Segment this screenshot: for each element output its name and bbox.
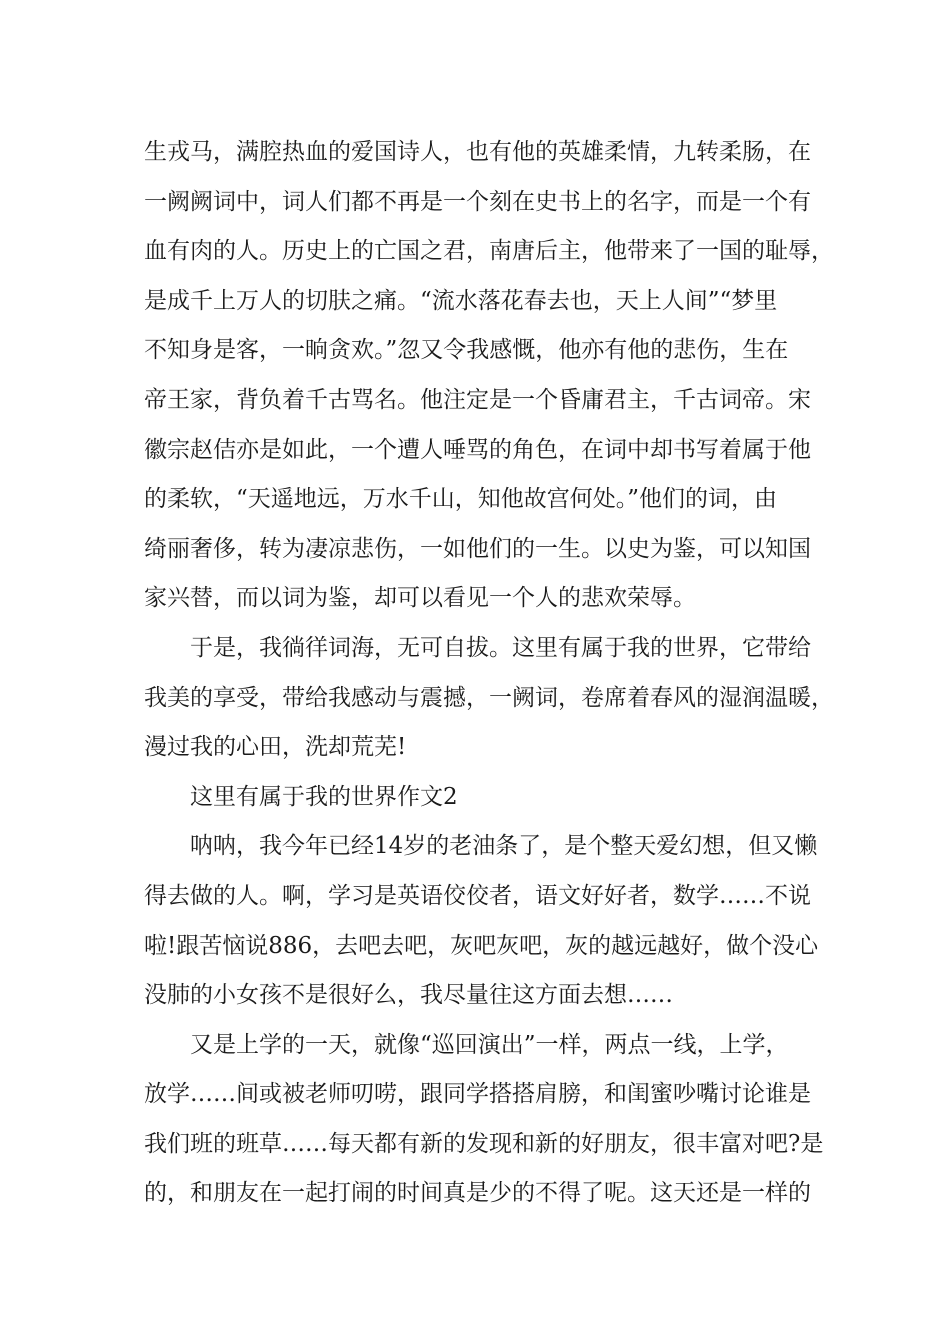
- text-line: 绮丽奢侈，转为凄凉悲伤，一如他们的一生。以史为鉴，可以知国: [144, 535, 811, 562]
- text-line: 血有肉的人。历史上的亡国之君，南唐后主，他带来了一国的耻辱，: [144, 238, 834, 265]
- paragraph-first-line: 又是上学的一天，就像“巡回演出”一样，两点一线，上学，: [190, 1031, 789, 1058]
- paragraph-first-line: 于是，我徜徉词海，无可自拔。这里有属于我的世界，它带给: [190, 634, 811, 661]
- essay-body: [144, 128, 844, 1219]
- text-line: 是成千上万人的切肤之痛。“流水落花春去也，天上人间”“梦里: [144, 287, 778, 314]
- text-line: 没肺的小女孩不是很好么，我尽量往这方面去想……: [144, 982, 673, 1009]
- text-line: 徽宗赵佶亦是如此，一个遭人唾骂的角色，在词中却书写着属于他: [144, 436, 811, 463]
- text-line: 啦!跟苦恼说886，去吧去吧，灰吧灰吧，灰的越远越好，做个没心: [144, 932, 819, 959]
- text-line: 漫过我的心田，洗却荒芜!: [144, 734, 407, 761]
- paragraph-first-line: 呐呐，我今年已经14岁的老油条了，是个整天爱幻想，但又懒: [190, 833, 818, 860]
- text-line: 得去做的人。啊，学习是英语佼佼者，语文好好者，数学……不说: [144, 882, 811, 909]
- text-line: 我美的享受，带给我感动与震撼，一阙词，卷席着春风的湿润温暖，: [144, 684, 834, 711]
- text-line: 的柔软，“天遥地远，万水千山，知他故宫何处。”他们的词，由: [144, 486, 778, 513]
- text-line: 生戎马，满腔热血的爱国诗人，也有他的英雄柔情，九转柔肠，在: [144, 139, 811, 165]
- text-line: 放学……间或被老师叨唠，跟同学搭搭肩膀，和闺蜜吵嘴讨论谁是: [144, 1081, 811, 1108]
- text-line: 家兴替，而以词为鉴，却可以看见一个人的悲欢荣辱。: [144, 585, 696, 612]
- text-line: 不知身是客，一晌贪欢。”忽又令我感慨，他亦有他的悲伤，生在: [144, 337, 789, 364]
- text-line: 我们班的班草……每天都有新的发现和新的好朋友，很丰富对吧?是: [144, 1130, 824, 1157]
- text-line: 帝王家，背负着千古骂名。他注定是一个昏庸君主，千古词帝。宋: [144, 386, 811, 413]
- section-title: 这里有属于我的世界作文2: [190, 783, 458, 810]
- text-line: 的，和朋友在一起打闹的时间真是少的不得了呢。这天还是一样的: [144, 1180, 811, 1207]
- text-line: 一阙阙词中，词人们都不再是一个刻在史书上的名字，而是一个有: [144, 188, 811, 215]
